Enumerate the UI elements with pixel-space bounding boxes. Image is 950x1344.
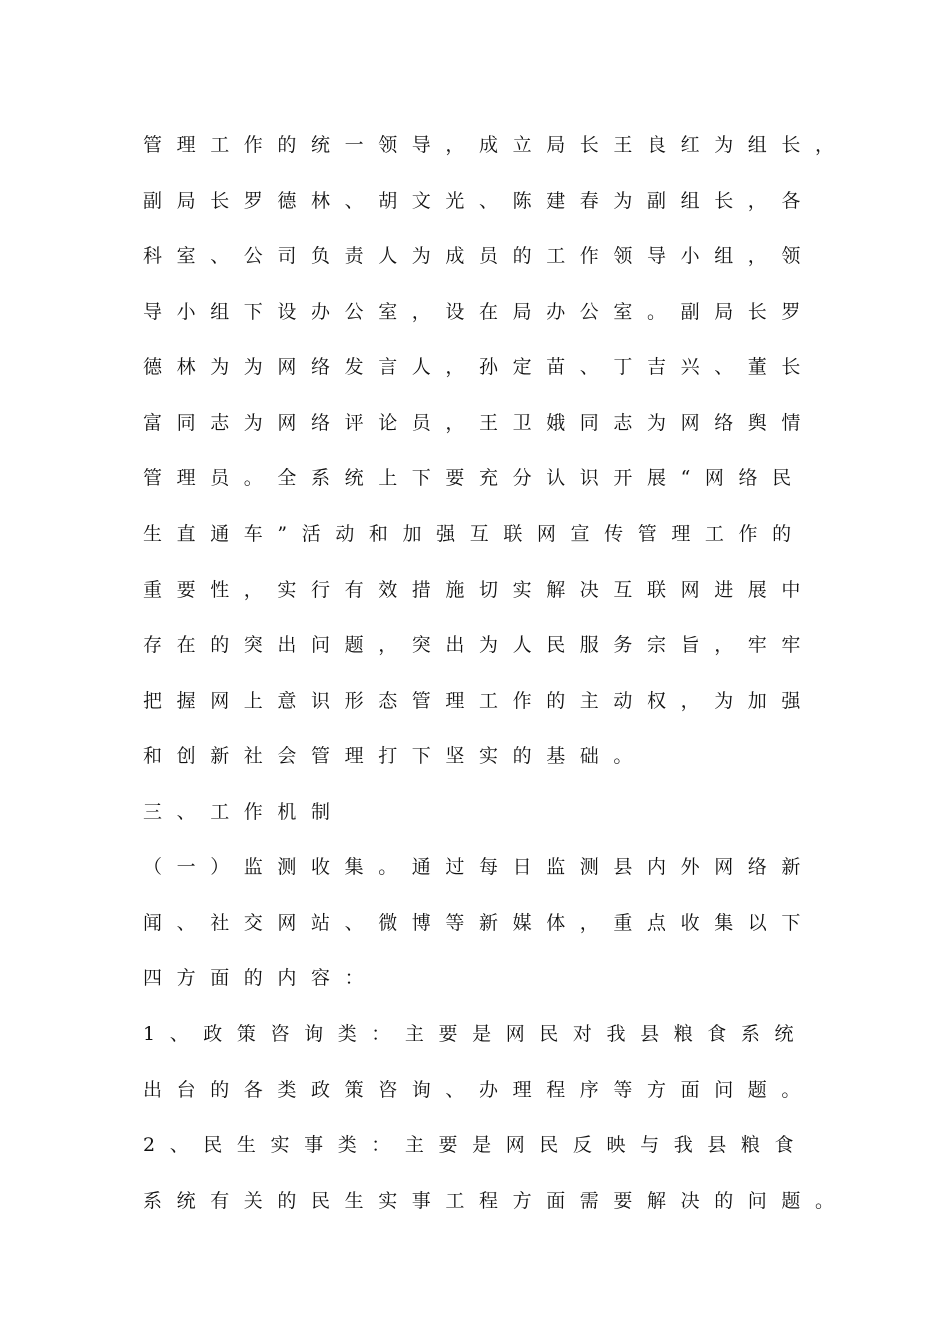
paragraph-line: 管理员。全系统上下要充分认识开展“网络民 — [143, 467, 806, 489]
paragraph-line: 导小组下设办公室，设在局办公室。副局长罗 — [143, 301, 816, 323]
paragraph-line: 科室、公司负责人为成员的工作领导小组，领 — [143, 245, 816, 267]
paragraph-line: 管理工作的统一领导，成立局长王良红为组长， — [143, 134, 849, 156]
paragraph-line: 把握网上意识形态管理工作的主动权，为加强 — [143, 690, 816, 712]
paragraph-line: 生直通车”活动和加强互联网宣传管理工作的 — [143, 523, 806, 545]
paragraph-line: 富同志为网络评论员，王卫娥同志为网络舆情 — [143, 412, 816, 434]
paragraph-line: 闻、社交网站、微博等新媒体，重点收集以下 — [143, 912, 816, 934]
list-item-line: 2、民生实事类：主要是网民反映与我县粮食 — [143, 1134, 809, 1156]
paragraph-line: 德林为为网络发言人，孙定苗、丁吉兴、董长 — [143, 356, 816, 378]
list-item-line: 系统有关的民生实事工程方面需要解决的问题。 — [143, 1190, 849, 1212]
paragraph-line: 重要性，实行有效措施切实解决互联网进展中 — [143, 579, 816, 601]
list-item-line: 1、政策咨询类：主要是网民对我县粮食系统 — [143, 1023, 809, 1045]
section-heading: 三、工作机制 — [143, 801, 345, 823]
paragraph-line: 四方面的内容： — [143, 967, 379, 989]
list-item-line: 出台的各类政策咨询、办理程序等方面问题。 — [143, 1079, 816, 1101]
paragraph-line: 副局长罗德林、胡文光、陈建春为副组长，各 — [143, 190, 816, 212]
paragraph-line: 和创新社会管理打下坚实的基础。 — [143, 745, 648, 767]
paragraph-line: （一）监测收集。通过每日监测县内外网络新 — [143, 856, 816, 878]
paragraph-line: 存在的突出问题，突出为人民服务宗旨，牢牢 — [143, 634, 816, 656]
